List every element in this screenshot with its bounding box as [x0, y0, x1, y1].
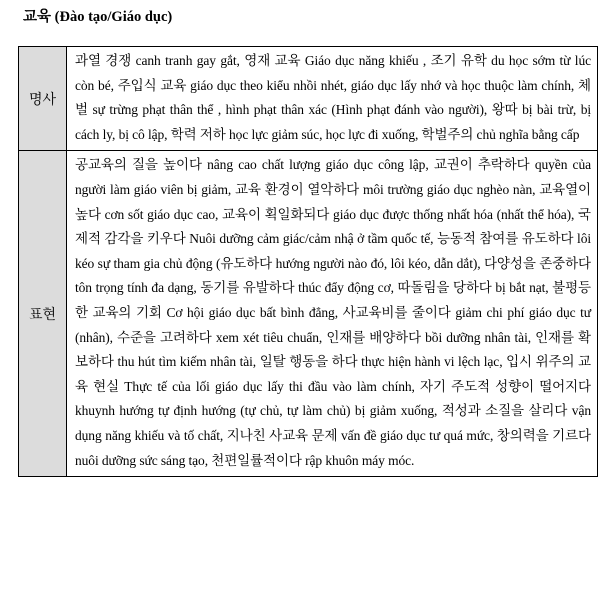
page-title: 교육 (Đào tạo/Giáo dục): [23, 9, 173, 25]
row-label-nouns: 명사: [19, 47, 67, 151]
table-row: [19, 151, 598, 477]
vocabulary-table: [18, 46, 598, 477]
row-content-expressions: 공교육의 질을 높이다 nâng cao chất lượng giáo dục công lập, 교권이 추락하다 quyền của người làm giáo viên bị giảm, 교육 환경이 열악하다 môi trường giáo dục nghèo nàn, 교육열이 높다 cơn sốt giáo dục cao, 교육이 획일화되다 giáo dục được thống nhất hóa (nhất thể hóa), 국제적 감각을 키우다 Nuôi dưỡng cảm giác/cảm nhậ ở tầm quốc tế, 능동적 참여를 유도하다 lôi kéo sự tham gia chủ động (유도하다 hướng người nào đó, lôi kéo, dẫn dắt), 다양성을 존중하다 tôn trọng tính đa dạng, 동기를 유발하다 thúc đẩy động cơ, 따돌림을 당하다 bị bắt nạt, 불평등한 교육의 기회 Cơ hội giáo dục bất bình đẳng, 사교육비를 줄이다 giảm chi phí giáo dục tư (nhân), 수준을 고려하다 xem xét tiêu chuẩn, 인재를 배양하다 bồi dưỡng nhân tài, 인재를 확보하다 thu hút tìm kiếm nhân tài, 일탈 행동을 하다 thực hiện hành vi lệch lạc, 입시 위주의 교육 현실 Thực tế của lối giáo dục lấy thi đầu vào làm chính, 자기 주도적 성향이 떨어지다 khuynh hướng tự định hướng (tự chủ, tự làm chủ) bị giảm xuống, 적성과 소질을 살리다 vận dụng năng khiếu và tố chất, 지나친 사교육 문제 vấn đề giáo dục tư quá mức, 창의력을 기르다 nuôi dưỡng sức sáng tạo, 천편일률적이다 rập khuôn máy móc.: [67, 151, 598, 477]
row-label-expressions: 표현: [19, 151, 67, 477]
table-row: [19, 47, 598, 151]
row-content-nouns: 과열 경쟁 canh tranh gay gắt, 영재 교육 Giáo dục năng khiếu , 조기 유학 du học sớm từ lúc còn bé, 주입식 교육 giáo dục theo kiểu nhồi nhét, giáo dục lấy nhớ và học thuộc làm chính, 체벌 sự trừng phạt thân thể , hình phạt thân xác (Hình phạt đánh vào người), 왕따 bị bài trừ, bị cách ly, bị cô lập, 학력 저하 học lực giảm súc, học lực đi xuống, 학벌주의 chủ nghĩa bằng cấp: [67, 47, 598, 151]
